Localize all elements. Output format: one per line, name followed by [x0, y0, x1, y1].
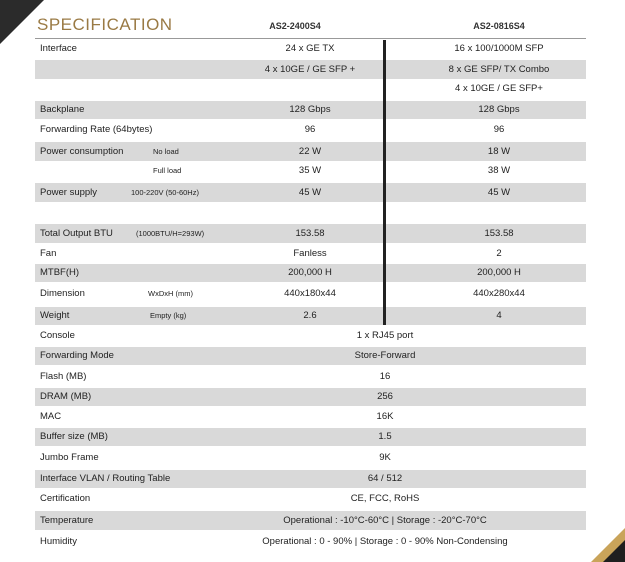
spec-row: [35, 101, 586, 119]
spec-row: [35, 80, 586, 98]
spec-label: MAC: [40, 411, 62, 422]
spec-row: [35, 490, 586, 508]
spec-value-model-1: 200,000 H: [288, 267, 332, 278]
spec-row: [35, 448, 586, 467]
spec-label: Weight: [40, 310, 70, 321]
spec-label: MTBF(H): [40, 267, 80, 278]
spec-value-model-2: 200,000 H: [477, 267, 521, 278]
spec-value-model-2: 96: [493, 124, 505, 135]
spec-label: Power consumption: [40, 146, 124, 157]
column-divider: [383, 40, 386, 325]
spec-value-shared: 64 / 512: [367, 473, 403, 484]
spec-value-model-1: 128 Gbps: [289, 104, 331, 115]
spec-row: [35, 183, 586, 202]
spec-row: [35, 121, 586, 139]
spec-sublabel: Full load: [153, 166, 182, 175]
spec-sublabel: 100-220V (50-60Hz): [131, 188, 199, 197]
spec-value-model-1: 24 x GE TX: [285, 43, 335, 54]
spec-row: [35, 532, 586, 551]
spec-row: [35, 347, 586, 365]
spec-value-shared: Operational : -10°C-60°C | Storage : -20°C-70°C: [283, 515, 487, 526]
spec-value-shared: 9K: [379, 452, 391, 463]
spec-row: [35, 203, 586, 222]
spec-value-shared: 1 x RJ45 port: [356, 330, 414, 341]
spec-row: [35, 388, 586, 406]
spec-value-model-2: 440x280x44: [473, 288, 525, 299]
header-rule: [35, 38, 586, 39]
spec-label: Power supply: [40, 187, 98, 198]
spec-row: [35, 428, 586, 446]
spec-value-model-2: 4: [496, 310, 502, 321]
spec-value-model-2: 18 W: [487, 146, 511, 157]
spec-value-model-1: 2.6: [303, 310, 317, 321]
spec-label: Humidity: [40, 536, 77, 547]
spec-value-shared: 16K: [376, 411, 394, 422]
spec-sublabel: Empty (kg): [150, 311, 187, 320]
model-header-1: AS2-2400S4: [269, 21, 321, 31]
spec-value-shared: Operational : 0 - 90% | Storage : 0 - 90% Non-Condensing: [262, 536, 508, 547]
spec-label: Forwarding Mode: [40, 350, 114, 361]
spec-row: [35, 511, 586, 530]
spec-row: [35, 284, 586, 303]
spec-label: Interface: [40, 43, 77, 54]
spec-row: [35, 245, 586, 262]
model-header-2: AS2-0816S4: [473, 21, 525, 31]
spec-value-model-1: 153.58: [295, 228, 325, 239]
spec-value-model-2: 4 x 10GE / GE SFP+: [455, 83, 543, 94]
spec-row: [35, 368, 586, 386]
spec-value-model-1: 45 W: [298, 187, 322, 198]
spec-value-shared: Store-Forward: [354, 350, 416, 361]
spec-row: [35, 40, 586, 58]
page-title: SPECIFICATION: [37, 15, 173, 34]
spec-label: Forwarding Rate (64bytes): [40, 124, 153, 135]
corner-decoration-bottom-right-dark: [603, 540, 625, 562]
spec-row: [35, 408, 586, 426]
spec-row: [35, 162, 586, 180]
spec-row: [35, 60, 586, 79]
spec-sublabel: WxDxH (mm): [148, 289, 193, 298]
spec-label: Jumbo Frame: [40, 452, 99, 463]
spec-value-model-1: 35 W: [298, 165, 322, 176]
spec-row: [35, 142, 586, 161]
spec-value-model-2: 128 Gbps: [478, 104, 520, 115]
spec-value-model-2: 45 W: [487, 187, 511, 198]
spec-label: Temperature: [40, 515, 94, 526]
spec-value-shared: CE, FCC, RoHS: [350, 493, 420, 504]
spec-sublabel: (1000BTU/H=293W): [136, 229, 205, 238]
spec-label: Flash (MB): [40, 371, 87, 382]
spec-value-model-2: 2: [496, 248, 502, 259]
spec-label: Certification: [40, 493, 91, 504]
spec-value-model-1: 4 x 10GE / GE SFP +: [264, 64, 356, 75]
spec-value-model-1: Fanless: [293, 248, 327, 259]
spec-value-model-1: 22 W: [298, 146, 322, 157]
spec-value-model-1: 96: [304, 124, 316, 135]
spec-value-model-2: 153.58: [484, 228, 514, 239]
spec-label: Backplane: [40, 104, 85, 115]
spec-label: Buffer size (MB): [40, 431, 108, 442]
spec-row: [35, 224, 586, 243]
spec-row: [35, 307, 586, 325]
spec-value-model-2: 8 x GE SFP/ TX Combo: [448, 64, 550, 75]
spec-value-model-2: 38 W: [487, 165, 511, 176]
spec-label: Total Output BTU: [40, 228, 113, 239]
spec-value-model-1: 440x180x44: [284, 288, 336, 299]
spec-label: Console: [40, 330, 75, 341]
spec-label: Dimension: [40, 288, 85, 299]
spec-value-model-2: 16 x 100/1000M SFP: [454, 43, 544, 54]
spec-value-shared: 16: [379, 371, 391, 382]
spec-label: Interface VLAN / Routing Table: [40, 473, 171, 484]
spec-value-shared: 1.5: [378, 431, 392, 442]
spec-row: [35, 470, 586, 488]
spec-row: [35, 327, 586, 345]
spec-row: [35, 264, 586, 282]
spec-label: DRAM (MB): [40, 391, 92, 402]
spec-label: Fan: [40, 248, 57, 259]
spec-sublabel: No load: [153, 147, 179, 156]
spec-value-shared: 256: [377, 391, 393, 402]
